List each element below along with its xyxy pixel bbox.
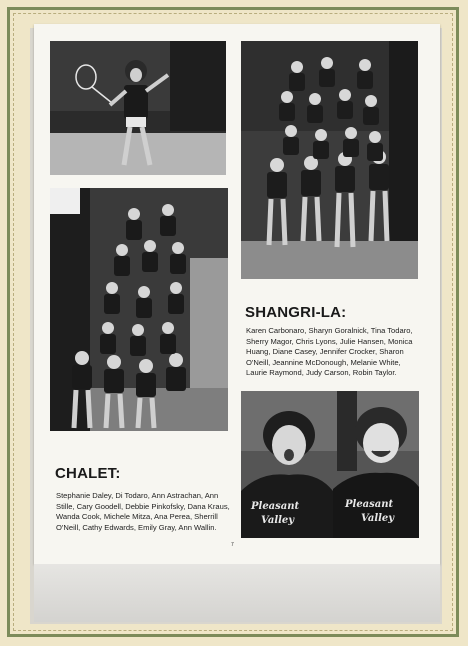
shirt-text-left-2: Valley bbox=[261, 515, 295, 526]
photo-chalet-group bbox=[50, 188, 228, 431]
shangri-la-names: Karen Carbonaro, Sharyn Goralnick, Tina Todaro, Sherry Magor, Chris Lyons, Julie Hansen, Monica Huang, Diane Casey, Jennifer Crocker, Sharon O'Neill, Jeannine McDonough, Melanie White, Laurie Raymond, Judy Carson, Robin Taylor. bbox=[246, 326, 413, 378]
photo-shangri-la-group bbox=[241, 41, 418, 279]
photo-badminton-player bbox=[50, 41, 226, 175]
photo-two-campers bbox=[241, 391, 419, 538]
shangri-la-heading: SHANGRI-LA: bbox=[245, 304, 347, 321]
chalet-names: Stephanie Daley, Di Todaro, Ann Astrachan, Ann Stille, Cary Goodell, Debbie Pinkofsky, Dana Kraus, Wanda Cook, Michele Mitza, Ana Perea, Sherrill O'Neill, Cathy Edwards, Emily Gray, Ann Wallin. bbox=[56, 491, 230, 532]
shirt-text-right: Pleasant bbox=[345, 499, 394, 510]
chalet-heading: CHALET: bbox=[55, 465, 121, 482]
shirt-text-left: Pleasant bbox=[251, 501, 300, 512]
page-number: 7 bbox=[231, 542, 234, 548]
shirt-text-right-2: Valley bbox=[361, 513, 395, 524]
page-bottom-strip bbox=[34, 564, 440, 622]
